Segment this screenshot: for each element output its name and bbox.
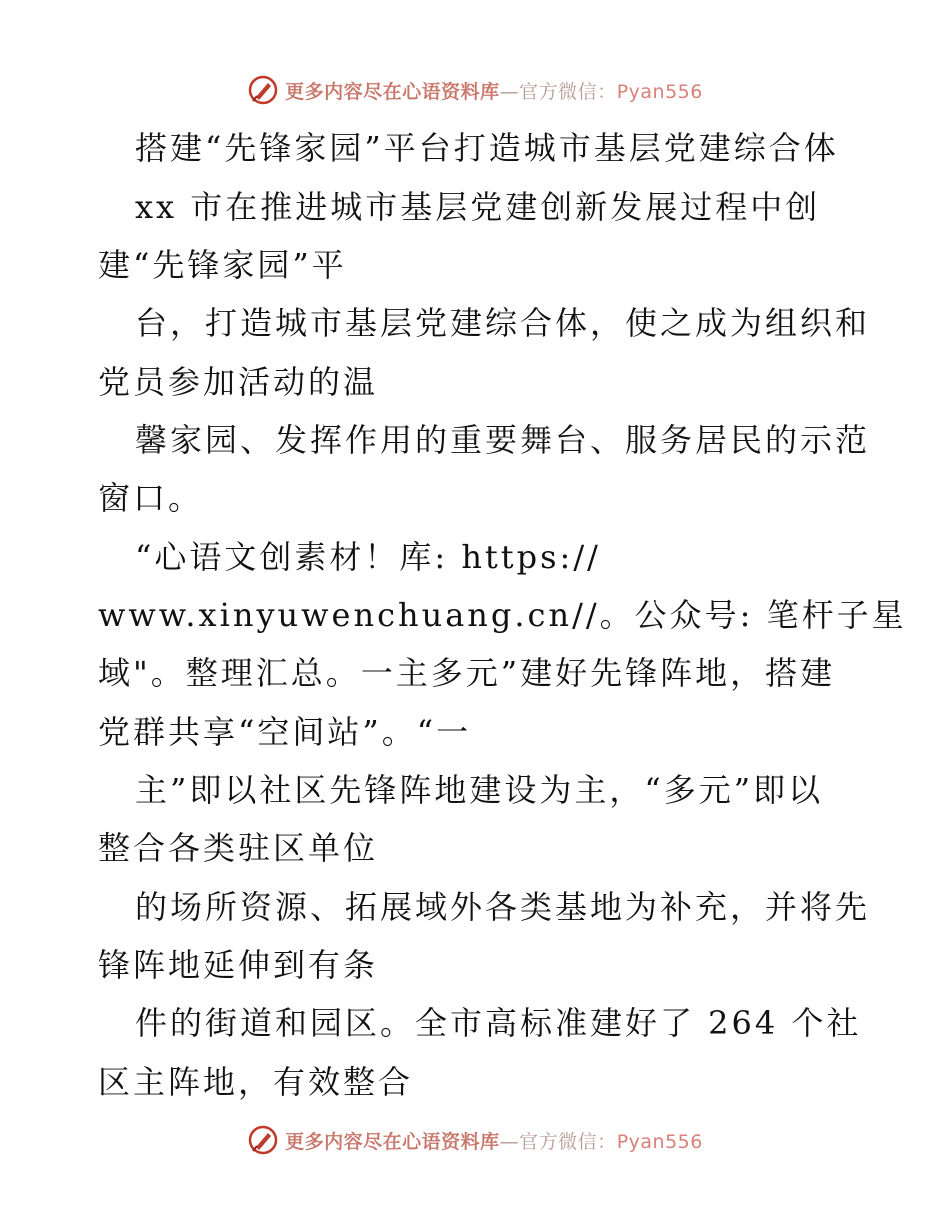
paragraph-line: 建“先锋家园”平 [98,246,347,284]
paragraph-line: xx 市在推进城市基层党建创新发展过程中创 [135,188,821,226]
paragraph-line: 锋阵地延伸到有条 [98,946,379,984]
paragraph-line: 件的街道和园区。全市高标准建好了 264 个社 [135,1004,862,1042]
pen-circle-icon [247,74,279,106]
paragraph-line: www.xinyuwenchuang.cn//。公众号: 笔杆子星 [98,596,907,634]
paragraph-line: 域"。整理汇总。一主多元”建好先锋阵地，搭建 [98,654,836,692]
paragraph-line: 主”即以社区先锋阵地建设为主，“多元”即以 [135,771,824,809]
paragraph-line: 党员参加活动的温 [98,363,379,401]
paragraph-line: 党群共享“空间站”。“一 [98,713,472,751]
paragraph-line: 的场所资源、拓展域外各类基地为补充，并将先 [135,888,871,926]
paragraph-line: 馨家园、发挥作用的重要舞台、服务居民的示范 [135,421,871,459]
paragraph-line: 窗口。 [98,479,204,517]
document-title: 搭建“先锋家园”平台打造城市基层党建综合体 [135,129,839,167]
pen-circle-icon [247,1124,279,1156]
paragraph-line: “心语文创素材！库: https:// [135,538,601,576]
watermark-text: 更多内容尽在心语资料库—官方微信：Pyan556 [285,80,703,103]
paragraph-line: 台，打造城市基层党建综合体，使之成为组织和 [135,304,871,342]
header-watermark [0,70,950,110]
footer-watermark [0,1120,950,1160]
paragraph-line: 整合各类驻区单位 [98,829,379,867]
watermark-text: 更多内容尽在心语资料库—官方微信：Pyan556 [285,1130,703,1153]
paragraph-line: 区主阵地，有效整合 [98,1063,414,1101]
